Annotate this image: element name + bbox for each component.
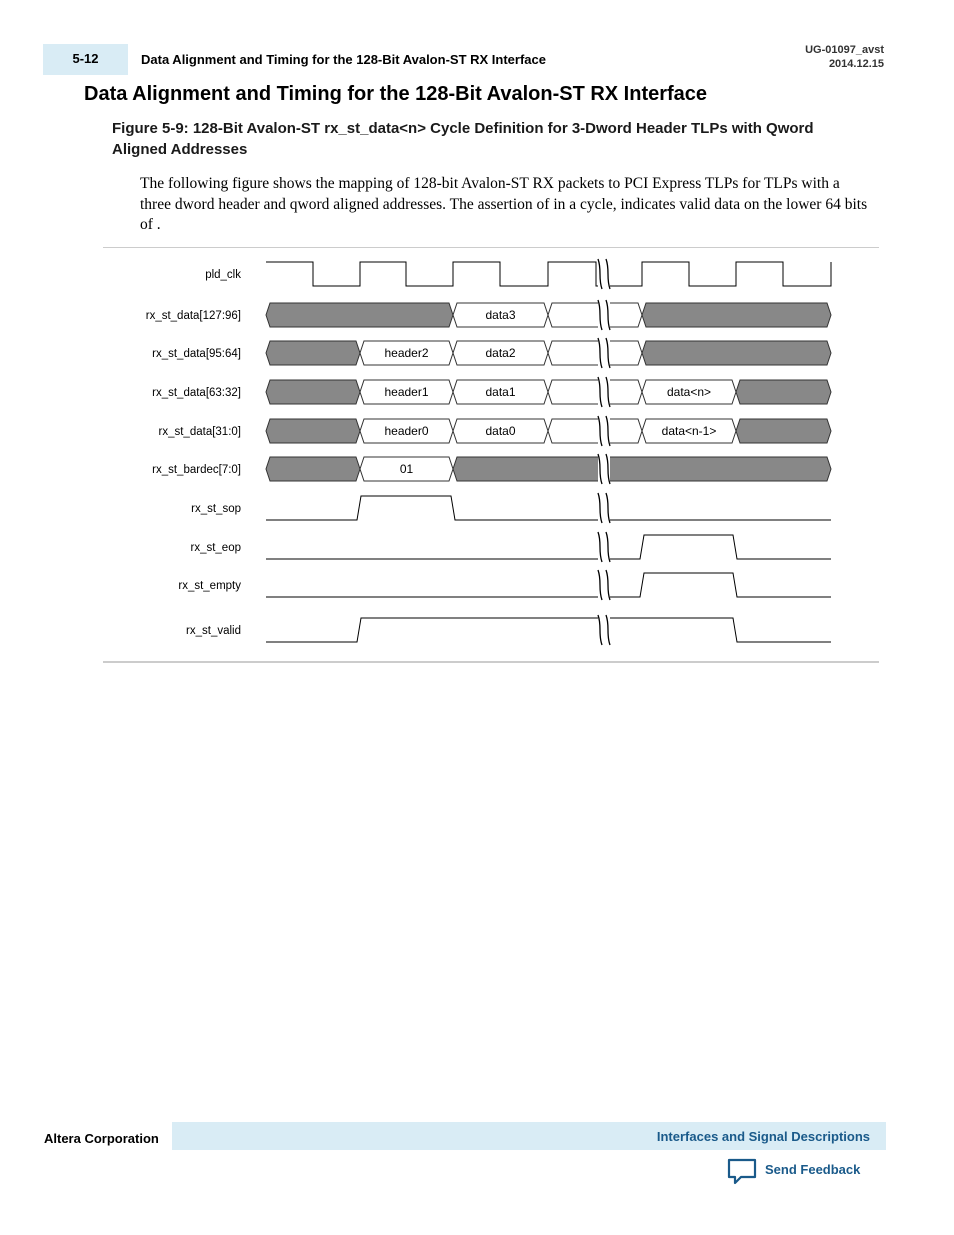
figure-caption: Figure 5-9: 128-Bit Avalon-ST rx_st_data<n> Cycle Definition for 3-Dword Header TLPs with Qword Aligned Addresses — [112, 120, 814, 158]
bus-cell — [642, 341, 831, 365]
bus-cell — [548, 303, 642, 327]
signal-waveform — [266, 618, 831, 642]
figure-intro-paragraph: The following figure shows the mapping of 128-bit Avalon-ST RX packets to PCI Express TLPs for TLPs with a three dword header and qword aligned addresses. The assertion of in a cycle, indicates valid data on the lower 64 bits of . — [140, 175, 868, 233]
bus-cell — [548, 419, 642, 443]
bus-cell-value: data2 — [485, 346, 516, 360]
signal-label: rx_st_eop — [190, 542, 241, 554]
signal-row — [205, 262, 831, 286]
signal-waveform — [266, 573, 831, 597]
signal-row — [152, 457, 831, 481]
document-id: UG-01097_avst — [805, 44, 884, 56]
signal-label: rx_st_data[95:64] — [152, 348, 241, 360]
page-number: 5-12 — [72, 51, 99, 66]
signal-label: rx_st_valid — [186, 625, 241, 637]
footer-chapter-link[interactable]: Interfaces and Signal Descriptions — [656, 1129, 870, 1144]
signal-row — [190, 535, 831, 559]
signal-label: rx_st_sop — [191, 503, 241, 515]
bus-cell — [736, 419, 831, 443]
bus-cell — [736, 380, 831, 404]
figure-bottom-rule — [103, 661, 879, 663]
speech-bubble-icon — [726, 1157, 758, 1187]
signal-waveform — [266, 496, 831, 520]
bus-cell-value: data3 — [485, 308, 516, 322]
signal-row — [178, 573, 831, 597]
signal-row — [186, 618, 831, 642]
bus-cell-value: header1 — [384, 385, 429, 399]
bus-cell — [548, 341, 642, 365]
signal-row — [152, 380, 831, 404]
signal-waveform — [266, 535, 831, 559]
signal-label: rx_st_empty — [178, 580, 241, 592]
clock-waveform — [266, 262, 831, 286]
signal-label: pld_clk — [205, 269, 241, 281]
bus-cell — [266, 380, 360, 404]
bus-cell — [453, 457, 831, 481]
bus-cell — [266, 303, 453, 327]
signal-row — [159, 419, 831, 443]
section-heading: Data Alignment and Timing for the 128-Bit Avalon-ST RX Interface — [84, 83, 708, 105]
bus-cell-value: data1 — [485, 385, 516, 399]
send-feedback-label: Send Feedback — [765, 1162, 861, 1177]
signal-label: rx_st_bardec[7:0] — [152, 464, 241, 476]
footer-company: Altera Corporation — [44, 1131, 159, 1146]
bus-cell-value: data0 — [485, 424, 516, 438]
bus-cell — [642, 303, 831, 327]
signal-row — [152, 341, 831, 365]
bus-cell-value: header0 — [384, 424, 429, 438]
document-date: 2014.12.15 — [828, 58, 884, 70]
bus-cell — [266, 341, 360, 365]
bus-cell-value: header2 — [384, 346, 429, 360]
signal-row — [191, 496, 831, 520]
bus-cell-value: data<n-1> — [661, 424, 717, 438]
signal-label: rx_st_data[63:32] — [152, 387, 241, 399]
bus-cell — [548, 380, 642, 404]
bus-cell — [266, 457, 360, 481]
signal-row — [146, 303, 831, 327]
bus-cell — [266, 419, 360, 443]
signal-label: rx_st_data[127:96] — [145, 310, 241, 322]
bus-cell-value: 01 — [399, 462, 414, 476]
signal-label: rx_st_data[31:0] — [158, 426, 241, 438]
bus-cell-value: data<n> — [666, 385, 712, 399]
running-header-title: Data Alignment and Timing for the 128-Bit Avalon-ST RX Interface — [141, 52, 546, 67]
